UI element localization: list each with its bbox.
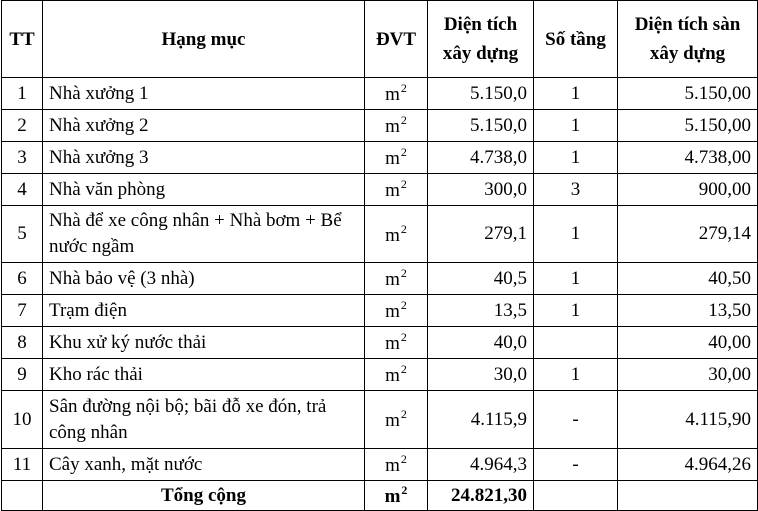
- row-item: Khu xử ký nước thải: [43, 327, 365, 359]
- row-tt: 9: [2, 359, 43, 391]
- row-floor-area: 4.115,90: [618, 391, 758, 449]
- table-row: [2, 391, 758, 449]
- area-table: [1, 0, 758, 511]
- row-floors: 1: [534, 263, 618, 295]
- unit-label: $m^2$: [385, 145, 407, 169]
- row-floors: 1: [534, 142, 618, 174]
- table-row: [2, 327, 758, 359]
- table-row: [2, 295, 758, 327]
- row-item: Nhà bảo vệ (3 nhà): [43, 263, 365, 295]
- total-area: 24.821,30: [428, 481, 534, 511]
- header-area: Diện tích xây dựng: [428, 1, 534, 78]
- row-item: Kho rác thải: [43, 359, 365, 391]
- unit-label: $m^2$: [385, 298, 407, 322]
- header-floor-area: Diện tích sàn xây dựng: [618, 1, 758, 78]
- table-row: [2, 359, 758, 391]
- header-tt: TT: [2, 1, 43, 78]
- table-row: [2, 449, 758, 481]
- table-row: [2, 206, 758, 263]
- row-unit: [365, 110, 428, 142]
- row-floor-area: 900,00: [618, 174, 758, 206]
- row-area: 5.150,0: [428, 110, 534, 142]
- row-item: Nhà xưởng 3: [43, 142, 365, 174]
- unit-label: $m^2$: [385, 177, 407, 201]
- row-floors: 1: [534, 206, 618, 263]
- row-area: 13,5: [428, 295, 534, 327]
- row-floor-area: 40,00: [618, 327, 758, 359]
- header-item: Hạng mục: [43, 1, 365, 78]
- row-floor-area: 13,50: [618, 295, 758, 327]
- row-unit: [365, 295, 428, 327]
- row-tt: 5: [2, 206, 43, 263]
- row-item: Nhà xưởng 2: [43, 110, 365, 142]
- row-floor-area: 30,00: [618, 359, 758, 391]
- row-area: 40,5: [428, 263, 534, 295]
- row-floor-area: 5.150,00: [618, 110, 758, 142]
- row-area: 4.964,3: [428, 449, 534, 481]
- row-floor-area: 4.964,26: [618, 449, 758, 481]
- table-row: [2, 263, 758, 295]
- unit-label: $m^2$: [385, 221, 407, 246]
- unit-label: $m^2$: [385, 330, 407, 354]
- row-tt: 4: [2, 174, 43, 206]
- row-area: 300,0: [428, 174, 534, 206]
- row-area: 30,0: [428, 359, 534, 391]
- row-tt: 7: [2, 295, 43, 327]
- row-floors: 1: [534, 295, 618, 327]
- row-floors: [534, 327, 618, 359]
- unit-label: $m^2$: [385, 362, 407, 386]
- total-floors: [534, 481, 618, 511]
- row-tt: 11: [2, 449, 43, 481]
- row-tt: 2: [2, 110, 43, 142]
- row-unit: [365, 359, 428, 391]
- row-unit: [365, 327, 428, 359]
- row-tt: 8: [2, 327, 43, 359]
- row-item: Nhà để xe công nhân + Nhà bơm + Bể nước ngầm: [43, 206, 365, 263]
- row-item: Sân đường nội bộ; bãi đỗ xe đón, trả công nhân: [43, 391, 365, 449]
- total-row: [2, 481, 758, 511]
- row-area: 5.150,0: [428, 78, 534, 110]
- unit-label: $m^2$: [385, 407, 407, 431]
- row-floor-area: 279,14: [618, 206, 758, 263]
- table-row: [2, 110, 758, 142]
- total-label: Tổng cộng: [43, 481, 365, 511]
- row-tt: 6: [2, 263, 43, 295]
- row-unit: [365, 206, 428, 263]
- row-floors: -: [534, 391, 618, 449]
- row-floor-area: 40,50: [618, 263, 758, 295]
- row-unit: [365, 174, 428, 206]
- row-tt: 10: [2, 391, 43, 449]
- row-item: Trạm điện: [43, 295, 365, 327]
- row-area: 4.115,9: [428, 391, 534, 449]
- total-unit: $m^2$: [365, 481, 428, 511]
- row-floor-area: 5.150,00: [618, 78, 758, 110]
- unit-label: $m^2$: [385, 81, 407, 105]
- row-unit: [365, 142, 428, 174]
- row-item: Nhà văn phòng: [43, 174, 365, 206]
- row-area: 40,0: [428, 327, 534, 359]
- row-tt: 1: [2, 78, 43, 110]
- row-floors: 1: [534, 78, 618, 110]
- row-unit: [365, 391, 428, 449]
- row-floors: 1: [534, 359, 618, 391]
- row-area: 279,1: [428, 206, 534, 263]
- table-row: [2, 142, 758, 174]
- table-row: [2, 174, 758, 206]
- row-unit: [365, 263, 428, 295]
- header-unit: ĐVT: [365, 1, 428, 78]
- header-row: [2, 1, 758, 78]
- row-item: Cây xanh, mặt nước: [43, 449, 365, 481]
- total-floor-area: [618, 481, 758, 511]
- row-area: 4.738,0: [428, 142, 534, 174]
- header-floors: Số tầng: [534, 1, 618, 78]
- row-tt: 3: [2, 142, 43, 174]
- table-row: [2, 78, 758, 110]
- unit-label: $m^2$: [385, 452, 407, 476]
- unit-label: $m^2$: [385, 266, 407, 290]
- row-unit: [365, 449, 428, 481]
- row-unit: [365, 78, 428, 110]
- unit-label: $m^2$: [385, 113, 407, 137]
- total-tt: [2, 481, 43, 511]
- row-floors: 1: [534, 110, 618, 142]
- row-floor-area: 4.738,00: [618, 142, 758, 174]
- row-floors: -: [534, 449, 618, 481]
- row-item: Nhà xưởng 1: [43, 78, 365, 110]
- row-floors: 3: [534, 174, 618, 206]
